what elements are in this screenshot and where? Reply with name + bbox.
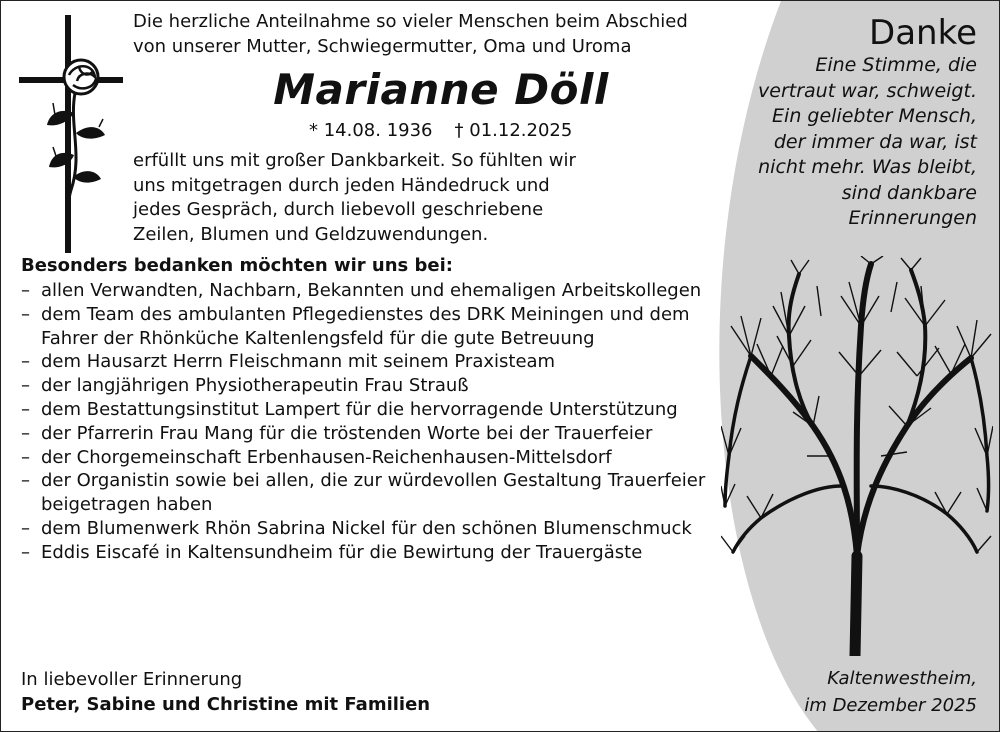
cross-with-rose-icon — [19, 15, 123, 253]
place: Kaltenwestheim, — [827, 668, 977, 689]
life-dates — [309, 120, 572, 141]
list-item: – Eddis Eiscafé in Kaltensundheim für die Bewirtung der Trauergäste — [21, 541, 721, 565]
closing-block — [21, 667, 430, 717]
poem-line: sind dankbare — [841, 181, 977, 204]
list-item: – der Organistin sowie bei allen, die zur würdevollen Gestaltung Trauerfeier beigetragen haben — [21, 469, 721, 517]
list-item: – dem Team des ambulanten Pflegedienstes des DRK Meiningen und dem Fahrer der Rhönküche Kaltenlengsfeld für die gute Betreuung — [21, 303, 721, 351]
poem-line: Ein geliebter Mensch, — [772, 105, 977, 127]
poem-line: der immer da war, ist — [773, 130, 977, 153]
body-line: uns mitgetragen durch jeden Händedruck und — [133, 174, 550, 196]
gratitude-text — [133, 149, 576, 247]
body-line: jedes Gespräch, durch liebevoll geschriebene — [133, 199, 544, 220]
death-date: † 01.12.2025 — [454, 120, 573, 141]
birth-date: * 14.08. 1936 — [309, 120, 433, 141]
list-item: – dem Blumenwerk Rhön Sabrina Nickel für den schönen Blumenschmuck — [21, 517, 721, 541]
intro-text — [133, 9, 688, 59]
poem-line: nicht mehr. Was bleibt, — [758, 156, 977, 178]
list-item: – dem Bestattungsinstitut Lampert für die hervorragende Unterstützung — [21, 398, 721, 422]
list-item: – der langjährigen Physiotherapeutin Frau Strauß — [21, 374, 721, 398]
bare-tree-icon — [721, 256, 993, 656]
place-date — [804, 665, 977, 719]
thanks-list — [21, 279, 721, 565]
intro-line: Die herzliche Anteilnahme so vieler Menschen beim Abschied — [133, 11, 688, 32]
poem-line: vertraut war, schweigt. — [758, 79, 977, 102]
body-line: erfüllt uns mit großer Dankbarkeit. So fühlten wir — [133, 150, 576, 171]
date-line: im Dezember 2025 — [804, 695, 977, 716]
list-item: – allen Verwandten, Nachbarn, Bekannten und ehemaligen Arbeitskollegen — [21, 279, 721, 303]
poem — [758, 53, 977, 232]
body-line: Zeilen, Blumen und Geldzuwendungen. — [133, 223, 489, 245]
poem-line: Erinnerungen — [848, 207, 977, 229]
signatories: Peter, Sabine und Christine mit Familien — [21, 694, 431, 715]
thanks-heading: Besonders bedanken möchten wir uns bei: — [21, 255, 453, 276]
list-item: – der Pfarrerin Frau Mang für die tröstenden Worte bei der Trauerfeier — [21, 422, 721, 446]
list-item: – dem Hausarzt Herrn Fleischmann mit seinem Praxisteam — [21, 350, 721, 374]
poem-line: Eine Stimme, die — [815, 54, 977, 76]
list-item: – der Chorgemeinschaft Erbenhausen-Reichenhausen-Mittelsdorf — [21, 446, 721, 470]
intro-line: von unserer Mutter, Schwiegermutter, Oma und Uroma — [133, 36, 632, 57]
closing-line: In liebevoller Erinnerung — [21, 669, 243, 690]
deceased-name: Marianne Döll — [273, 65, 609, 114]
danke-title: Danke — [869, 13, 977, 53]
